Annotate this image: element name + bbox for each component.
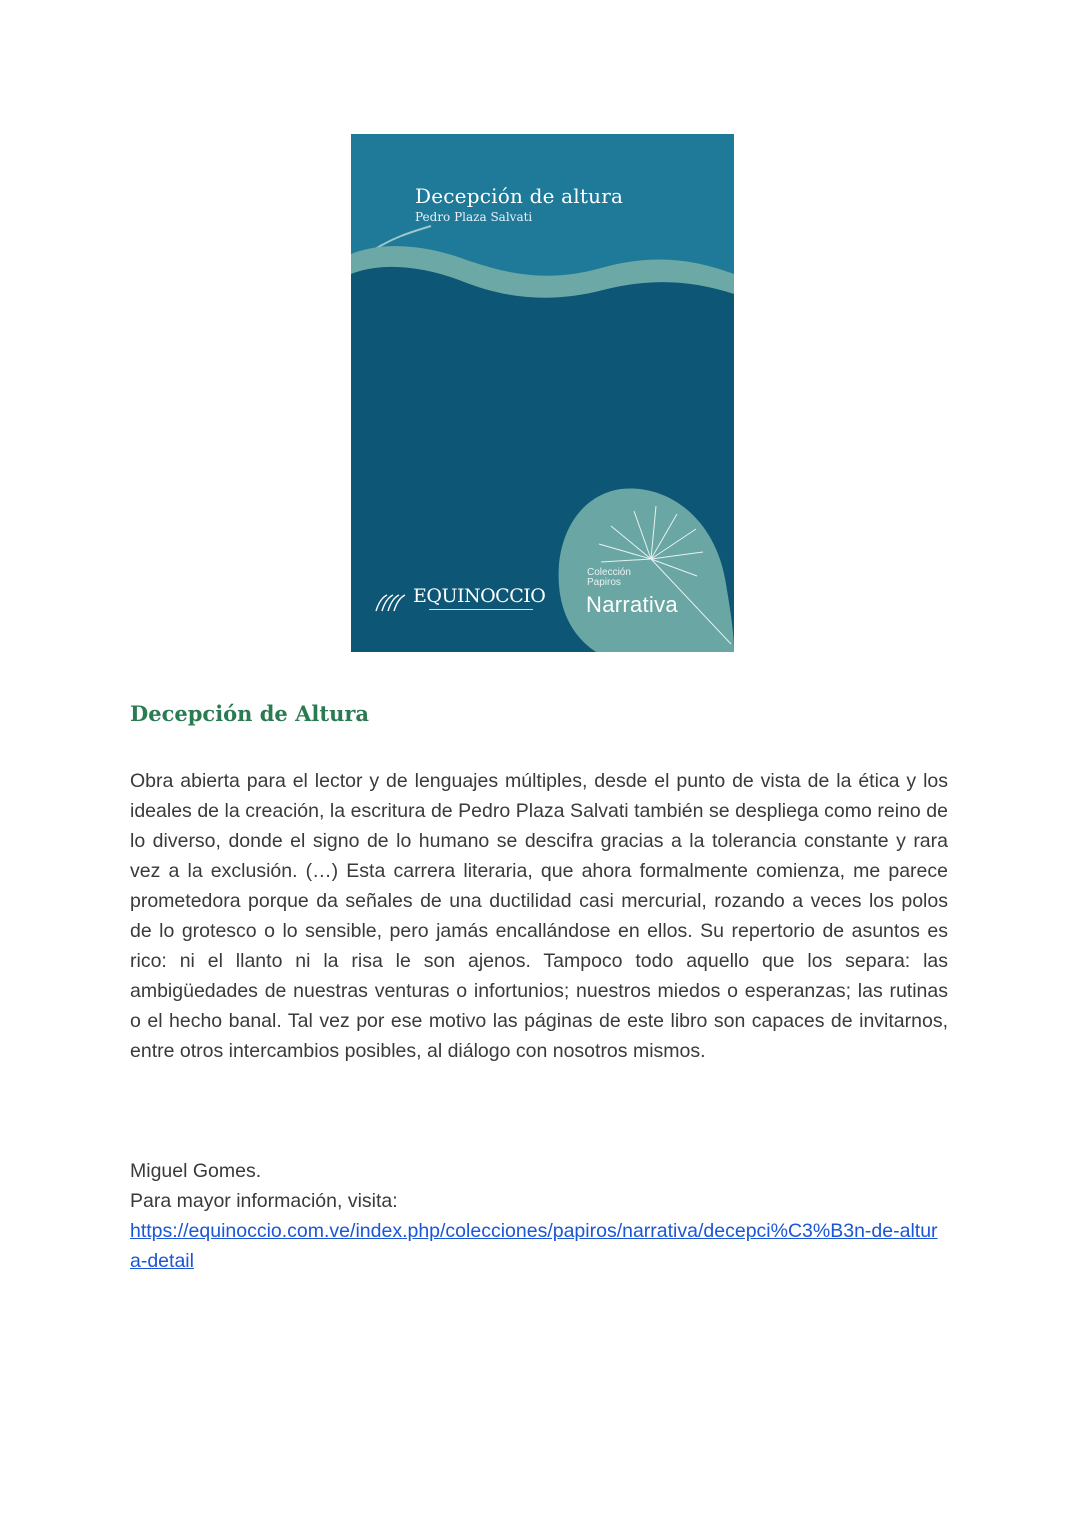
book-cover <box>351 134 734 652</box>
document-body: Obra abierta para el lector y de lenguajes múltiples, desde el punto de vista de la ética y los ideales de la creación, la escritura de Pedro Plaza Salvati también se despliega como reino de lo diverso, donde el signo de lo humano se descifra gracias a la tolerancia constante y rara vez a la exclusión. (…) Esta carrera literaria, que ahora formalmente comienza, me parece prometedora porque da señales de una ductilidad casi mercurial, rozando a veces los polos de lo grotesco o lo sensible, pero jamás encallándose en ellos. Su repertorio de asuntos es rico: ni el llanto ni la risa le son ajenos. Tampoco todo aquello que los separa: las ambigüedades de nuestras venturas o infortunios; nuestros miedos o esperanzas; las rutinas o el hecho banal. Tal vez por ese motivo las páginas de este libro son capaces de invitarnos, entre otros intercambios posibles, al diálogo con nosotros mismos. <box>130 770 948 1062</box>
publisher-name: EQUINOCCIO <box>413 585 546 607</box>
collection-label <box>587 568 631 588</box>
collection-name: Narrativa <box>586 592 678 617</box>
cover-title: Decepción de altura <box>415 184 624 208</box>
collection-badge <box>559 489 734 652</box>
document-heading: Decepción de Altura <box>130 701 370 726</box>
collection-label-line1: Colección <box>587 567 631 578</box>
publisher-logo <box>373 585 546 617</box>
cover-author: Pedro Plaza Salvati <box>415 210 533 224</box>
cover-artwork <box>351 134 734 652</box>
publisher-mark-icon <box>373 591 411 613</box>
publisher-underline <box>429 609 533 612</box>
info-link[interactable]: https://equinoccio.com.ve/index.php/colecciones/papiros/narrativa/decepci%C3%B3n-de-altura-detail <box>130 1220 938 1272</box>
collection-label-line2: Papiros <box>587 577 621 588</box>
document-signature: Miguel Gomes. <box>130 1160 262 1182</box>
more-info-text: Para mayor información, visita: <box>130 1190 398 1212</box>
